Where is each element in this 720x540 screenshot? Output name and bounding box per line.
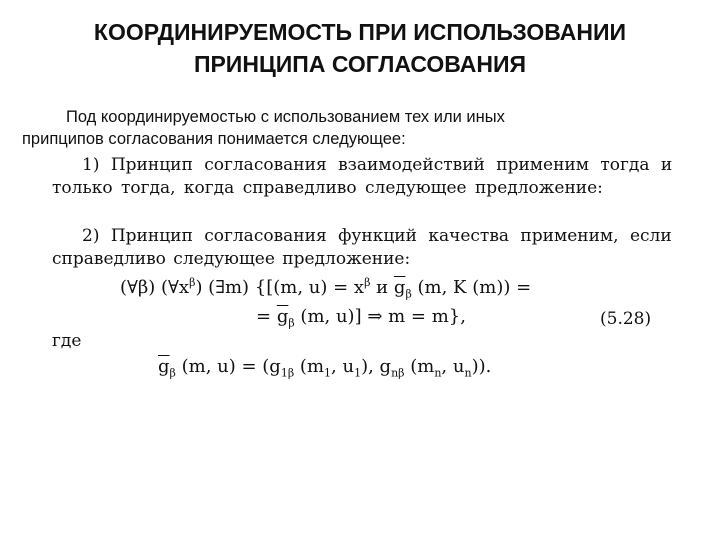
formula-g-bar: $\overline{g}$ [393, 277, 406, 298]
formula-part: (m, K (m)) = [411, 277, 532, 298]
formula-sub: nβ [391, 366, 405, 380]
intro-paragraph [22, 106, 682, 150]
principle-2-line-1: 2) Принцип согласования функций качества применим, если [82, 226, 672, 246]
principle-1-line-2: только тогда, когда справедливо следующее предложение: [52, 178, 603, 198]
formula-part: (m, u) = (g [175, 356, 281, 377]
intro-line-2: припципов согласования понимается следующее: [22, 130, 406, 148]
formula-part: (m [404, 356, 435, 377]
title-line-2: ПРИНЦИПА СОГЛАСОВАНИЯ [193, 51, 527, 77]
formula-g-bar: $\overline{g}$ [276, 306, 289, 327]
formula-sub: β [169, 366, 176, 380]
formula-part: ), g [361, 356, 392, 377]
formula-sub: β [405, 287, 412, 301]
formula-sub: n [434, 366, 442, 380]
formula-part: (∀β) (∀x [120, 277, 190, 298]
formula-line-2 [256, 306, 466, 330]
formula-sub: 1β [280, 366, 295, 380]
formula-part: (m, u)] ⇒ m = m}, [294, 306, 466, 327]
intro-line-1: Под координируемостью с использованием тех или иных [66, 108, 505, 126]
formula-part: )). [471, 356, 492, 377]
equation-number: (5.28) [600, 309, 652, 329]
definition-formula [158, 356, 491, 380]
principle-1-line-1: 1) Принцип согласования взаимодействий применим тогда и [82, 155, 673, 175]
formula-g-bar: $\overline{g}$ [158, 356, 170, 377]
formula-part: = [256, 306, 277, 327]
formula-part: , u [441, 356, 465, 377]
formula-part: , u [331, 356, 355, 377]
formula-sub: n [464, 366, 472, 380]
formula-sub: 1 [354, 366, 362, 380]
where-label: где [52, 331, 82, 351]
formula-sub: β [288, 316, 295, 330]
slide-title [40, 16, 680, 80]
formula-sub: 1 [324, 366, 332, 380]
formula-part: (m [294, 356, 325, 377]
principle-2-line-2: справедливо следующее предложение: [52, 249, 411, 269]
formula-part: ) (∃m) {[(m, u) = x [195, 277, 365, 298]
formula-line-1 [120, 276, 531, 301]
title-line-1: КООРДИНИРУЕМОСТЬ ПРИ ИСПОЛЬЗОВАНИИ [93, 19, 627, 45]
formula-part: и [370, 277, 394, 298]
formula-sup: β [364, 276, 371, 289]
formula-sup: β [189, 276, 196, 289]
